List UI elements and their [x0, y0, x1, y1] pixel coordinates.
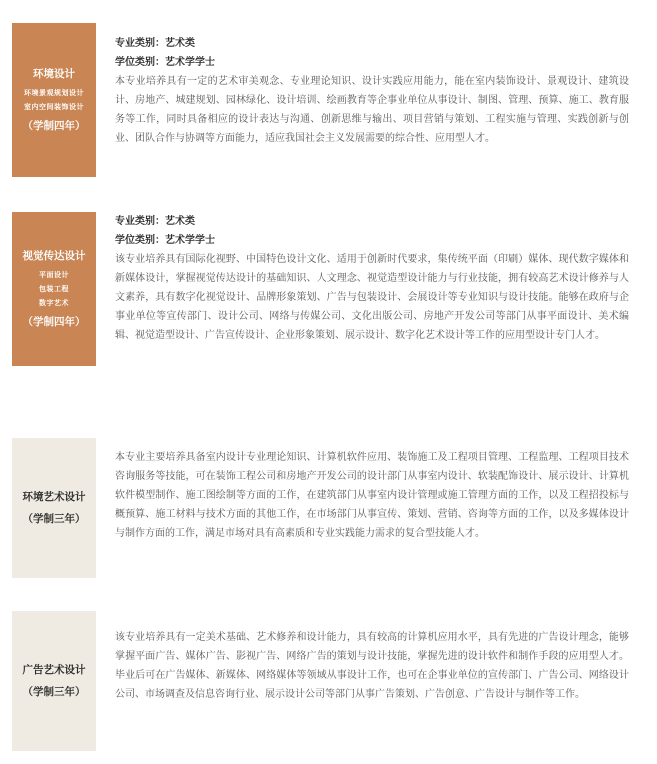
major-direction: 包装工程	[39, 284, 69, 293]
major-direction: 平面设计	[39, 270, 69, 279]
major-degree: 学位类别：艺术学学士	[115, 57, 215, 68]
major-environmental-design	[12, 23, 644, 177]
major-category: 专业类别：艺术类	[115, 216, 195, 227]
major-category: 专业类别：艺术类	[115, 38, 195, 49]
major-duration: （学制三年）	[22, 512, 86, 525]
major-environmental-art-design	[12, 438, 644, 578]
major-content	[115, 448, 629, 543]
major-description: 该专业培养具有国际化视野、中国特色设计文化、适用于创新时代要求，集传统平面（印刷）媒体、现代数字媒体和新媒体设计，掌握视觉传达设计的基础知识、人文理念、视觉造型设计能力与行业技能，拥有较高艺术设计修养与人文素养，具有数字化视觉设计、品牌形象策划、广告与包装设计、会展设计等专业知识与设计技能。能够在政府与企事业单位等宣传部门、设计公司、网络与传媒公司、文化出版公司、房地产开发公司等部门从事平面设计、美术编辑、视觉造型设计、广告宣传设计、企业形象策划、展示设计、数字化艺术设计等工作的应用型设计专门人才。	[115, 254, 629, 341]
major-content	[115, 628, 629, 704]
major-advertising-art-design	[12, 611, 644, 751]
major-tag	[12, 212, 96, 366]
major-description: 本专业主要培养具备室内设计专业理论知识、计算机软件应用、装饰施工及工程项目管理、工程监理、工程项目技术咨询服务等技能，可在装饰工程公司和房地产开发公司的设计部门从事室内设计、软装配饰设计、展示设计、计算机软件模型制作、施工图绘制等方面的工作，在建筑部门从事室内设计管理或施工管理方面的工作，以及工程招投标与概预算、施工材料与技术方面的其他工作，在市场部门从事宣传、策划、营销、咨询等方面的工作，以及多媒体设计与制作方面的工作，满足市场对具有高素质和专业实践能力需求的复合型技能人才。	[115, 452, 629, 539]
major-description: 该专业培养具有一定美术基础、艺术修养和设计能力，具有较高的计算机应用水平，具有先进的广告设计理念，能够掌握平面广告、媒体广告、影视广告、网络广告的策划与设计技能，掌握先进的设计软件和制作手段的应用型人才。毕业后可在广告媒体、新媒体、网络媒体等领域从事设计工作，也可在企事业单位的宣传部门、广告公司、网络设计公司、市场调查及信息咨询行业、展示设计公司等部门从事广告策划、广告创意、广告设计与制作等工作。	[115, 632, 629, 700]
major-tag	[12, 611, 96, 751]
major-name: 视觉传达设计	[22, 249, 86, 262]
major-name: 环境设计	[33, 67, 75, 80]
major-duration: （学制三年）	[22, 685, 86, 698]
major-degree: 学位类别：艺术学学士	[115, 235, 215, 246]
major-direction: 数字艺术	[39, 298, 69, 307]
major-tag	[12, 438, 96, 578]
major-content	[115, 34, 629, 148]
major-content	[115, 212, 629, 345]
major-name: 广告艺术设计	[22, 663, 86, 676]
major-visual-communication-design	[12, 212, 644, 366]
major-tag	[12, 23, 96, 177]
major-direction: 环境景观规划设计	[24, 88, 84, 97]
major-description: 本专业培养具有一定的艺术审美观念、专业理论知识、设计实践应用能力，能在室内装饰设计、景观设计、建筑设计、房地产、城建规划、园林绿化、设计培训、绘画教育等企事业单位从事设计、制图、管理、预算、施工、教育服务等工作，同时具备相应的设计表达与沟通、创新思维与输出、项目营销与策划、工程实施与管理、实践创新与创业、团队合作与协调等方面能力，适应我国社会主义发展需要的综合性、应用型人才。	[115, 76, 629, 144]
major-name: 环境艺术设计	[22, 490, 86, 503]
major-duration: （学制四年）	[22, 315, 86, 328]
major-duration: （学制四年）	[22, 119, 86, 132]
major-direction: 室内空间装饰设计	[24, 102, 84, 111]
